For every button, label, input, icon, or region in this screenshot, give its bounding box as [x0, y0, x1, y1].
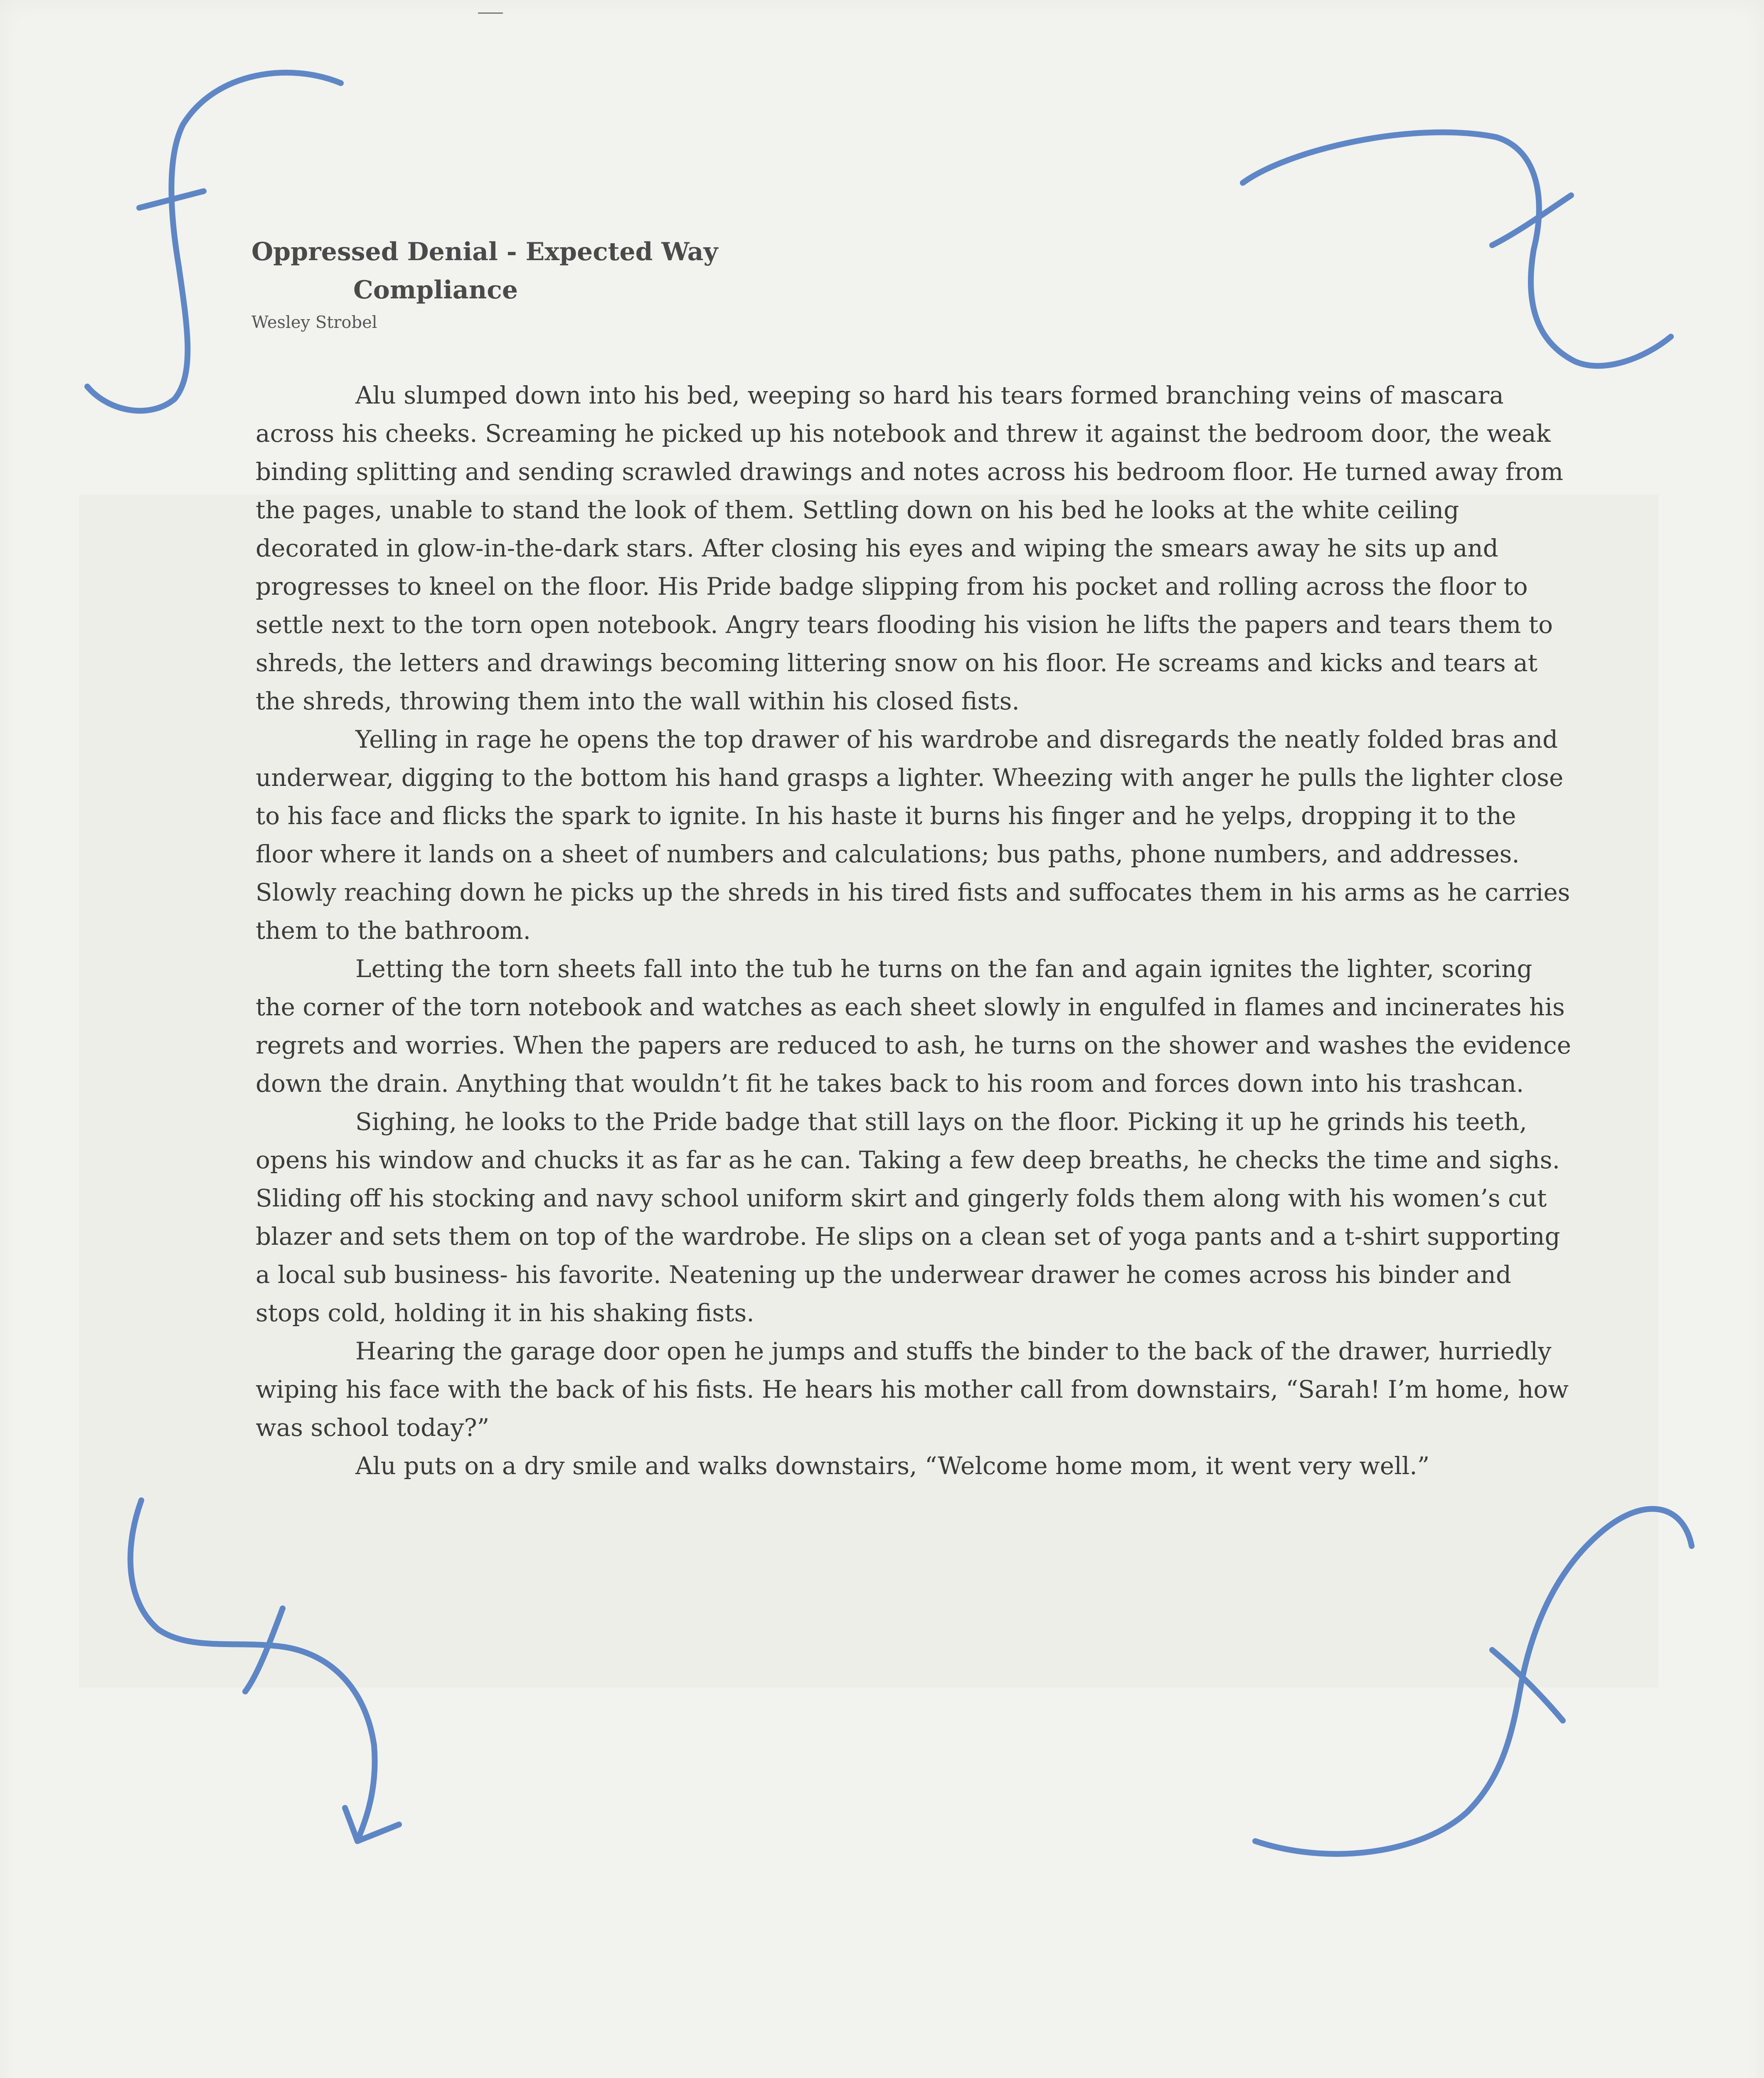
paragraph: Alu puts on a dry smile and walks downstairs, “Welcome home mom, it went very well.” [355, 1452, 1430, 1480]
document-author: Wesley Strobel [251, 313, 377, 332]
document-header [251, 233, 718, 336]
paragraph: Alu slumped down into his bed, weeping so hard his tears formed branching veins of mascara across his cheeks. Screaming he picked up his notebook and threw it against the bedroom door, the weak binding splitting and sending scrawled drawings and notes across his bedroom floor. He turned away from the pages, unable to stand the look of them. Settling down on his bed he looks at the white ceiling decorated in glow-in-the-dark stars. After closing his eyes and wiping the smears away he sits up and progresses to kneel on the floor. His Pride badge slipping from his pocket and rolling across the floor to settle next to the torn open notebook. Angry tears flooding his vision he lifts the papers and tears them to shreds, the letters and drawings becoming littering snow on his floor. He screams and kicks and tears at the shreds, throwing them into the wall within his closed fists. [256, 381, 1563, 715]
paragraph: Sighing, he looks to the Pride badge that still lays on the floor. Picking it up he grinds his teeth, opens his window and chucks it as far as he can. Taking a few deep breaths, he checks the time and sighs. Sliding off his stocking and navy school uniform skirt and gingerly folds them along with his women’s cut blazer and sets them on top of the wardrobe. He slips on a clean set of yoga pants and a t-shirt supporting a local sub business- his favorite. Neatening up the underwear drawer he comes across his binder and stops cold, holding it in his shaking fists. [256, 1108, 1560, 1327]
paragraph: Yelling in rage he opens the top drawer of his wardrobe and disregards the neatly folded bras and underwear, digging to the bottom his hand grasps a lighter. Wheezing with anger he pulls the lighter close to his face and flicks the spark to ignite. In his haste it burns his finger and he yelps, dropping it to the floor where it lands on a sheet of numbers and calculations; bus paths, phone numbers, and addresses. Slowly reaching down he picks up the shreds in his tired fists and suffocates them in his arms as he carries them to the bathroom. [256, 725, 1570, 945]
paragraph: Hearing the garage door open he jumps and stuffs the binder to the back of the drawer, hurriedly wiping his face with the back of his fists. He hears his mother call from downstairs, “Sarah! I’m home, how was school today?” [256, 1337, 1569, 1442]
story-body [256, 376, 1577, 1485]
document-subtitle: Compliance [353, 276, 518, 305]
document-title: Oppressed Denial - Expected Way [251, 237, 718, 266]
scan-mark-top [478, 12, 503, 14]
paragraph: Letting the torn sheets fall into the tub he turns on the fan and again ignites the lighter, scoring the corner of the torn notebook and watches as each sheet slowly in engulfed in flames and incinerates his regrets and worries. When the papers are reduced to ash, he turns on the shower and washes the evidence down the drain. Anything that wouldn’t fit he takes back to his room and forces down into his trashcan. [256, 955, 1571, 1098]
